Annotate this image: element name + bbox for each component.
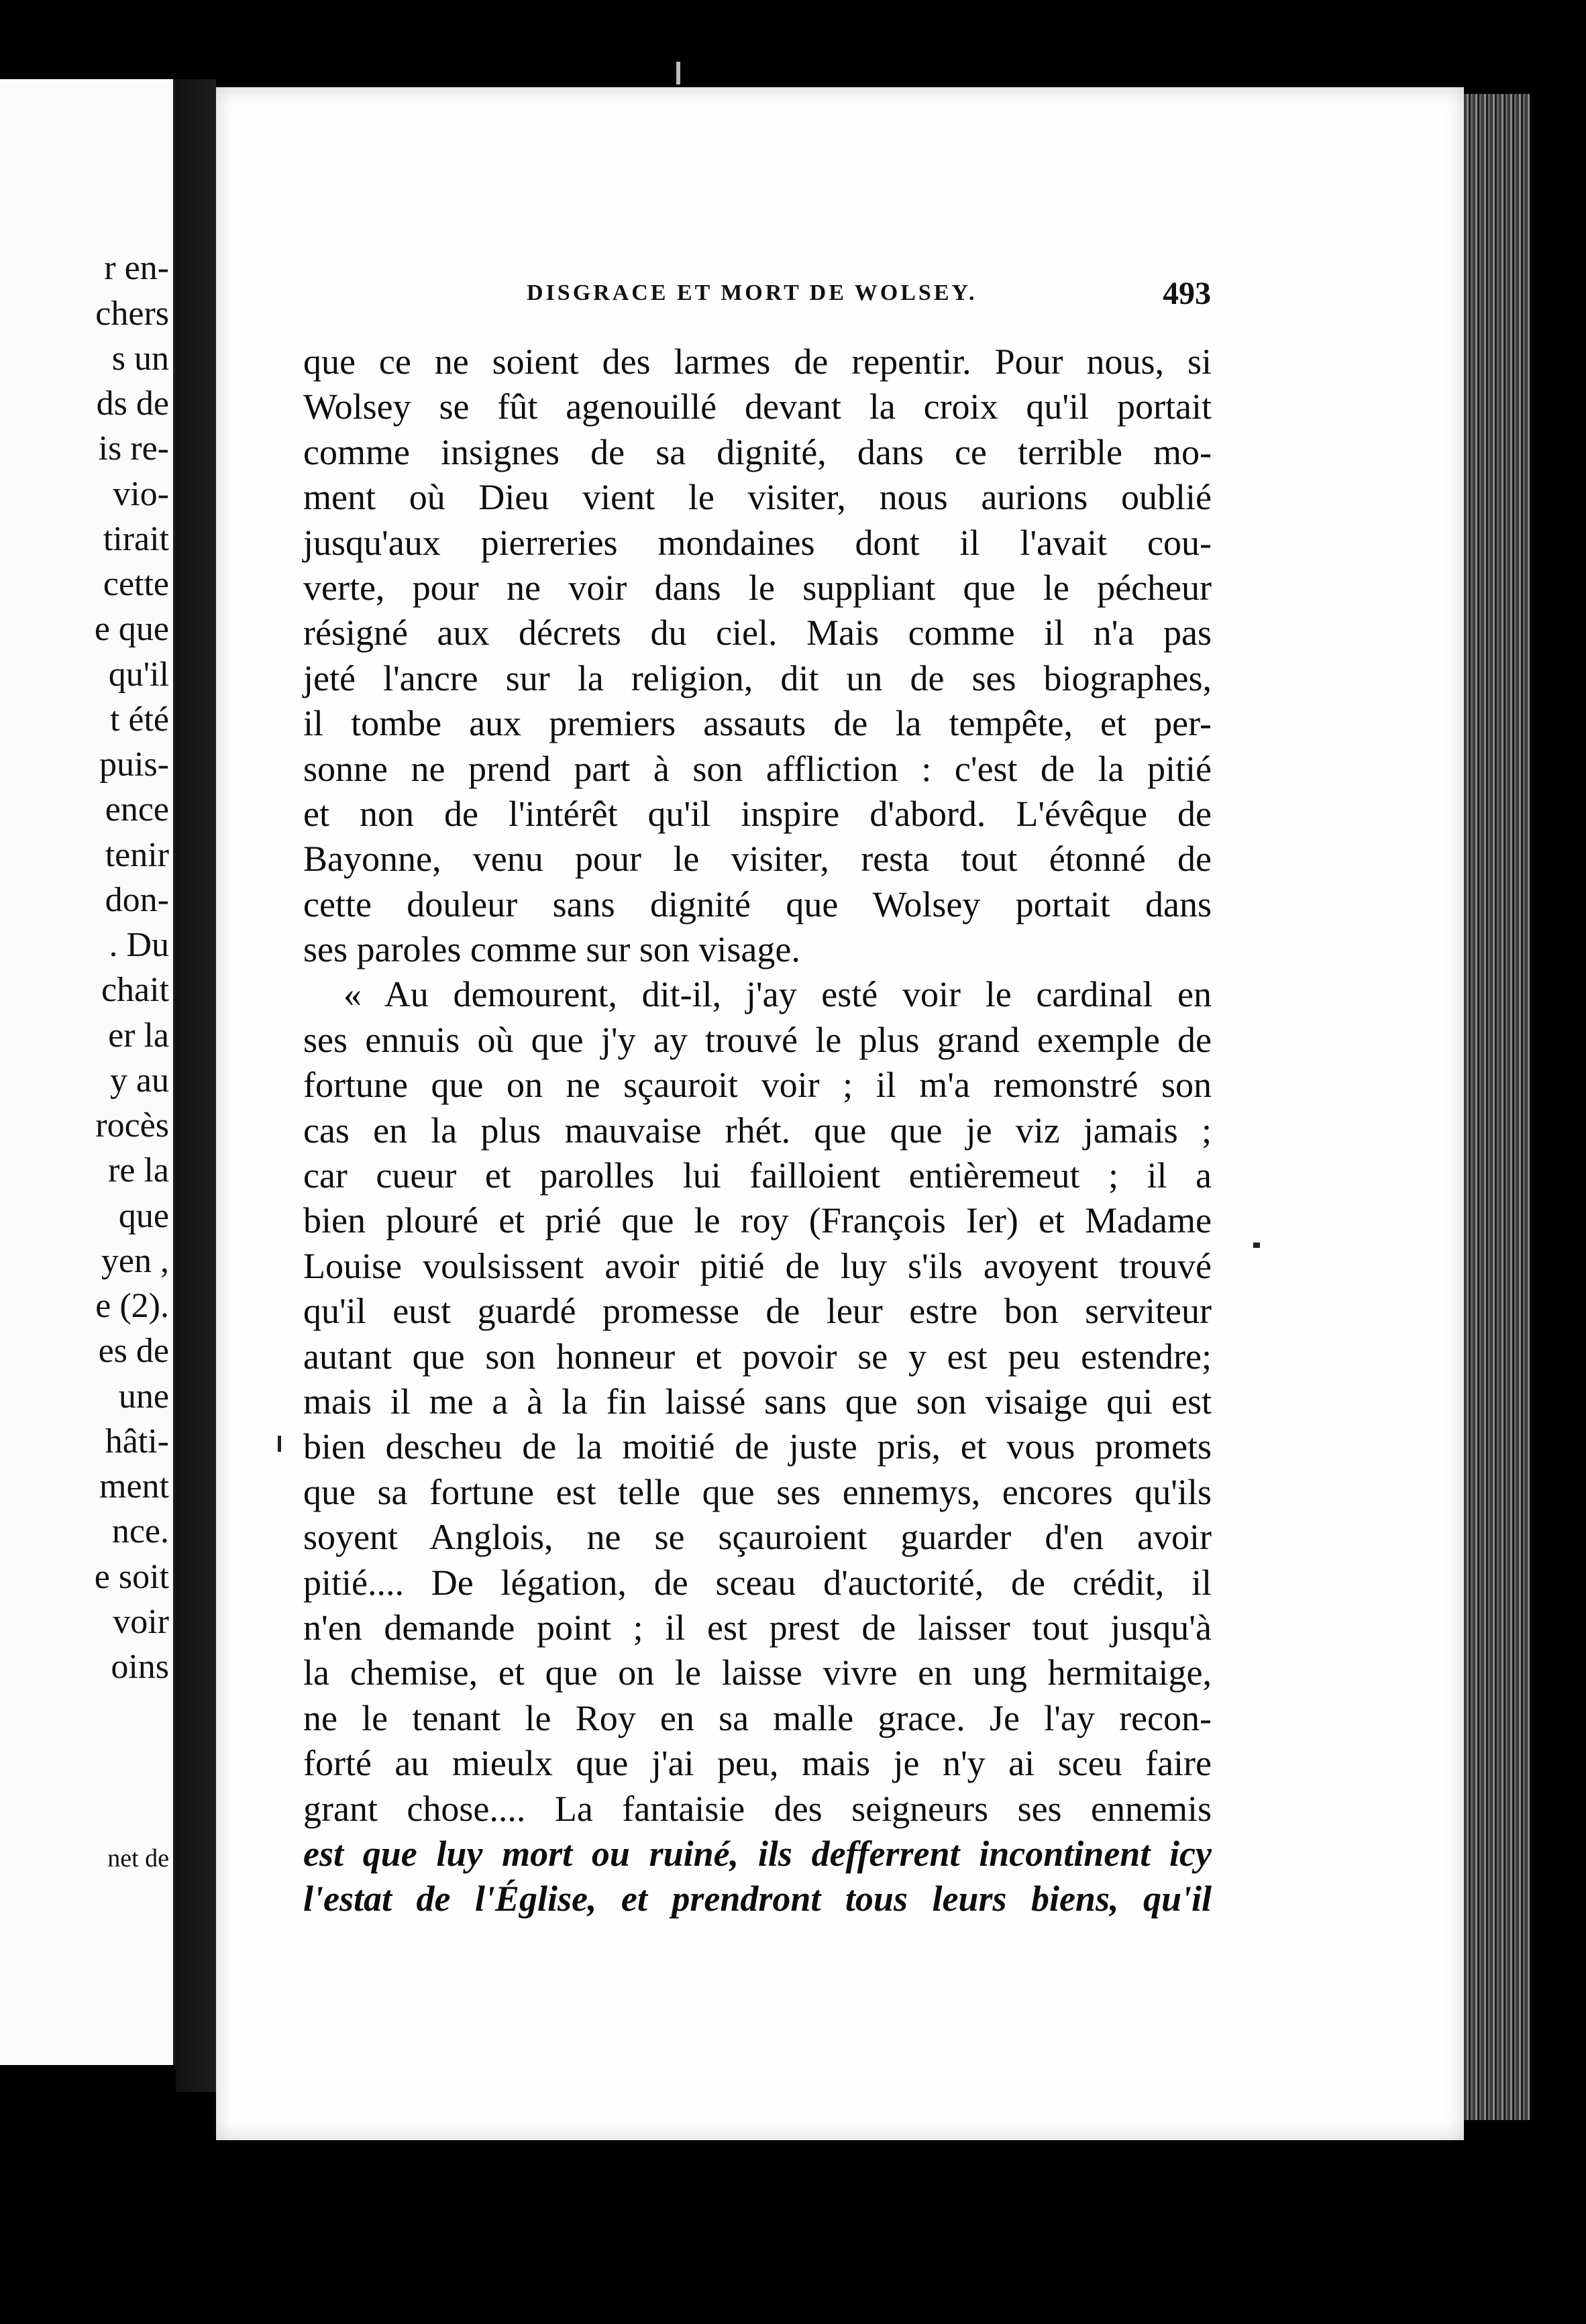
body-line: qu'il eust guardé promesse de leur estre bon serviteur <box>303 1291 1212 1332</box>
body-line: Louise voulsissent avoir pitié de luy s'ils avoyent trouvé <box>303 1245 1212 1286</box>
left-page-line: e (2). <box>95 1287 169 1325</box>
left-page-line: puis- <box>99 745 169 784</box>
body-line: ses ennuis où que j'y ay trouvé le plus grand exemple de <box>303 1019 1212 1060</box>
left-page-line: une <box>118 1377 169 1416</box>
left-page-line: e soit <box>94 1558 169 1596</box>
left-page-line: e que <box>94 610 169 648</box>
left-page-line: tenir <box>105 836 169 874</box>
body-line: jusqu'aux pierreries mondaines dont il l'avait cou- <box>303 522 1212 563</box>
left-page-line: . Du <box>109 926 169 964</box>
body-line: mais il me a à la fin laissé sans que son visaige qui est <box>303 1381 1212 1422</box>
left-page-line: re la <box>108 1151 169 1190</box>
body-line: comme insignes de sa dignité, dans ce terrible mo- <box>303 431 1212 472</box>
body-line: fortune que on ne sçauroit voir ; il m'a remonstré son <box>303 1065 1212 1106</box>
left-page-line: hâti- <box>105 1422 169 1461</box>
left-page-line: t été <box>109 700 169 739</box>
body-line: soyent Anglois, ne se sçauroient guarder d'en avoir <box>303 1517 1212 1558</box>
left-page-line: tirait <box>103 520 169 558</box>
left-page-line: er la <box>108 1016 169 1055</box>
body-line: pitié.... De légation, de sceau d'auctorité, de crédit, il <box>303 1562 1212 1603</box>
body-line: que ce ne soient des larmes de repentir. Pour nous, si <box>303 341 1212 382</box>
body-line: bien plouré et prié que le roy (François Ier) et Madame <box>303 1200 1212 1241</box>
left-page-line: y au <box>109 1061 169 1100</box>
body-line: Wolsey se fût agenouillé devant la croix qu'il portait <box>303 386 1212 427</box>
left-page-line: nce. <box>111 1512 169 1550</box>
body-line: forté au mieulx que j'ai peu, mais je n'y ai sceu faire <box>303 1743 1212 1784</box>
body-line: n'en demande point ; il est prest de laisser tout jusqu'à <box>303 1607 1212 1648</box>
body-line: ne le tenant le Roy en sa malle grace. Je l'ay recon- <box>303 1697 1212 1738</box>
left-page-line: chait <box>101 971 169 1009</box>
body-line: bien descheu de la moitié de juste pris, et vous promets <box>303 1426 1212 1467</box>
body-line: est que luy mort ou ruiné, ils defferrent incontinent icy <box>303 1833 1212 1874</box>
left-page-line: voir <box>113 1603 169 1641</box>
left-page-line: s un <box>111 339 169 378</box>
margin-mark <box>1253 1243 1260 1248</box>
body-line: grant chose.... La fantaisie des seigneurs ses ennemis <box>303 1788 1212 1829</box>
scan-mark <box>676 62 680 85</box>
left-page-line: vio- <box>113 475 169 513</box>
body-line: que sa fortune est telle que ses ennemys, encores qu'ils <box>303 1471 1212 1512</box>
body-line: la chemise, et que on le laisse vivre en ung hermitaige, <box>303 1652 1212 1693</box>
body-line: car cueur et parolles lui failloient entièremeut ; il a <box>303 1155 1212 1196</box>
left-page <box>0 79 177 2065</box>
body-line: ses paroles comme sur son visage. <box>303 929 800 970</box>
left-page-line: yen , <box>101 1242 169 1280</box>
left-page-line: don- <box>105 881 169 919</box>
gutter-shadow <box>176 79 216 2092</box>
left-page-line: is re- <box>98 429 169 468</box>
body-line: Bayonne, venu pour le visiter, resta tout étonné de <box>303 839 1212 880</box>
body-line: autant que son honneur et povoir se y est peu estendre; <box>303 1336 1212 1377</box>
left-page-footnote: net de <box>107 1844 169 1872</box>
body-line: il tombe aux premiers assauts de la tempête, et per- <box>303 703 1212 744</box>
left-page-line: cette <box>103 565 169 603</box>
left-page-line: chers <box>95 295 169 333</box>
body-line: « Au demourent, dit-il, j'ay esté voir le cardinal en <box>343 974 1212 1015</box>
left-page-line: ence <box>105 790 169 829</box>
left-page-line: que <box>118 1197 169 1235</box>
left-page-line: r en- <box>104 249 169 287</box>
body-line: et non de l'intérêt qu'il inspire d'abord. L'évêque de <box>303 793 1212 834</box>
body-text <box>303 339 1212 1922</box>
body-line: cas en la plus mauvaise rhét. que que je viz jamais ; <box>303 1110 1212 1151</box>
body-line: sonne ne prend part à son affliction : c'est de la pitié <box>303 748 1212 789</box>
left-page-line: es de <box>98 1332 169 1370</box>
running-head <box>312 276 1211 314</box>
running-head-title: DISGRACE ET MORT DE WOLSEY. <box>527 280 977 305</box>
left-page-line: qu'il <box>108 655 169 694</box>
body-line: verte, pour ne voir dans le suppliant que le pécheur <box>303 567 1212 608</box>
page-edges <box>1464 94 1530 2120</box>
page-number: 493 <box>1163 276 1211 311</box>
body-line: l'estat de l'Église, et prendront tous leurs biens, qu'il <box>303 1879 1212 1919</box>
body-line: jeté l'ancre sur la religion, dit un de ses biographes, <box>303 657 1212 698</box>
body-line: ment où Dieu vient le visiter, nous aurions oublié <box>303 477 1212 518</box>
left-page-line: oins <box>111 1648 169 1686</box>
body-line: cette douleur sans dignité que Wolsey portait dans <box>303 884 1212 925</box>
left-page-line: ment <box>99 1467 169 1506</box>
margin-mark <box>278 1436 281 1452</box>
body-line: résigné aux décrets du ciel. Mais comme il n'a pas <box>303 613 1212 653</box>
left-page-line: rocès <box>95 1106 169 1145</box>
left-page-line: ds de <box>96 384 169 423</box>
